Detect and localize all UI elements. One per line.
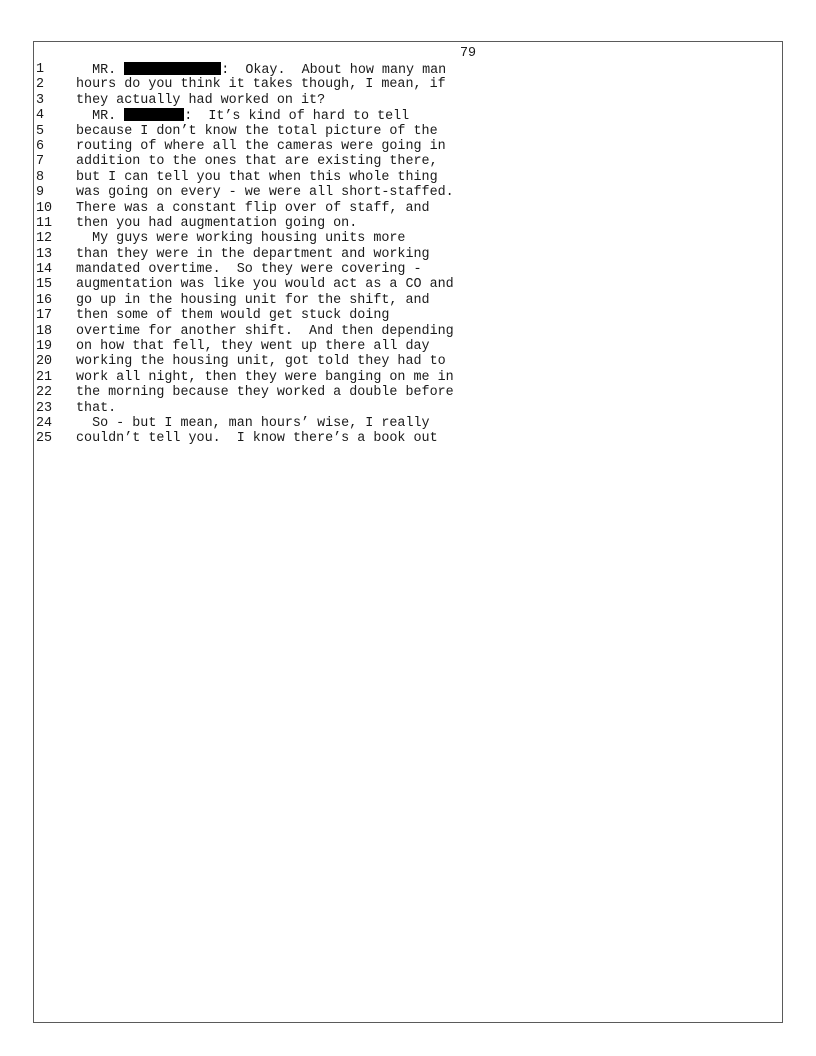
line-number: 7 <box>36 154 45 170</box>
transcript-line-3 <box>36 93 454 108</box>
line-text: than they were in the department and working <box>76 246 430 262</box>
transcript-line-13 <box>36 247 454 262</box>
line-text: they actually had worked on it? <box>76 92 326 108</box>
line-number: 14 <box>36 262 53 278</box>
transcript-line-20 <box>36 354 454 369</box>
line-text: the morning because they worked a double before <box>76 385 454 401</box>
line-text: There was a constant flip over of staff, and <box>76 200 430 216</box>
line-text: hours do you think it takes though, I mean, if <box>76 77 446 93</box>
line-text: work all night, then they were banging on me in <box>76 369 454 385</box>
line-text: but I can tell you that when this whole thing <box>76 169 438 185</box>
line-number: 13 <box>36 246 53 262</box>
line-text: on how that fell, they went up there all day <box>76 339 430 355</box>
line-number: 12 <box>36 231 53 247</box>
line-text: overtime for another shift. And then depending <box>76 323 454 339</box>
line-number: 20 <box>36 354 53 370</box>
line-text: routing of where all the cameras were going in <box>76 138 446 154</box>
transcript-lines <box>36 62 454 447</box>
line-number: 2 <box>36 77 45 93</box>
line-number: 16 <box>36 292 53 308</box>
line-text: augmentation was like you would act as a CO and <box>76 277 454 293</box>
line-number: 17 <box>36 308 53 324</box>
line-number: 23 <box>36 400 53 416</box>
line-text: because I don’t know the total picture of the <box>76 123 438 139</box>
line-number: 25 <box>36 431 53 447</box>
transcript-line-14 <box>36 262 454 277</box>
line-text: that. <box>76 400 117 416</box>
line-text: mandated overtime. So they were covering - <box>76 262 422 278</box>
transcript-line-2 <box>36 77 454 92</box>
transcript-line-25 <box>36 431 454 446</box>
transcript-line-22 <box>36 385 454 400</box>
transcript-line-5 <box>36 124 454 139</box>
transcript-line-11 <box>36 216 454 231</box>
line-number: 11 <box>36 215 53 231</box>
line-text: then you had augmentation going on. <box>76 215 358 231</box>
line-text: So - but I mean, man hours’ wise, I really <box>76 415 430 431</box>
line-text: addition to the ones that are existing there, <box>76 154 438 170</box>
line-text: couldn’t tell you. I know there’s a book out <box>76 431 438 447</box>
transcript-line-21 <box>36 370 454 385</box>
line-number: 8 <box>36 169 45 185</box>
line-number: 3 <box>36 92 45 108</box>
line-number: 21 <box>36 369 53 385</box>
line-number: 1 <box>36 62 45 77</box>
transcript-line-17 <box>36 308 454 323</box>
line-text <box>76 62 446 77</box>
transcript-line-12 <box>36 231 454 246</box>
transcript-line-1 <box>36 62 454 77</box>
transcript-line-4 <box>36 108 454 123</box>
line-number: 4 <box>36 108 45 124</box>
line-number: 10 <box>36 200 53 216</box>
line-number: 15 <box>36 277 53 293</box>
transcript-line-18 <box>36 324 454 339</box>
transcript-line-8 <box>36 170 454 185</box>
speaker-prefix: MR. <box>76 109 125 125</box>
redaction-bar <box>124 62 221 75</box>
transcript-line-15 <box>36 277 454 292</box>
line-text: go up in the housing unit for the shift, and <box>76 292 430 308</box>
line-text: My guys were working housing units more <box>76 231 406 247</box>
transcript-line-7 <box>36 154 454 169</box>
transcript-line-6 <box>36 139 454 154</box>
transcript-line-24 <box>36 416 454 431</box>
line-text: working the housing unit, got told they had to <box>76 354 446 370</box>
line-number: 24 <box>36 415 53 431</box>
transcript-line-19 <box>36 339 454 354</box>
line-number: 18 <box>36 323 53 339</box>
transcript-line-9 <box>36 185 454 200</box>
line-text: then some of them would get stuck doing <box>76 308 390 324</box>
speaker-statement: : It’s kind of hard to tell <box>184 109 410 125</box>
speaker-prefix: MR. <box>76 63 125 78</box>
line-text <box>76 108 409 123</box>
transcript-line-16 <box>36 293 454 308</box>
transcript-line-23 <box>36 401 454 416</box>
line-number: 6 <box>36 138 45 154</box>
page-number: 79 <box>460 46 477 61</box>
line-number: 5 <box>36 123 45 139</box>
speaker-statement: : Okay. About how many man <box>221 63 447 78</box>
line-number: 22 <box>36 385 53 401</box>
line-text: was going on every - we were all short-staffed. <box>76 185 454 201</box>
line-number: 9 <box>36 185 45 201</box>
line-number: 19 <box>36 339 53 355</box>
transcript-line-10 <box>36 201 454 216</box>
redaction-bar <box>124 108 184 121</box>
